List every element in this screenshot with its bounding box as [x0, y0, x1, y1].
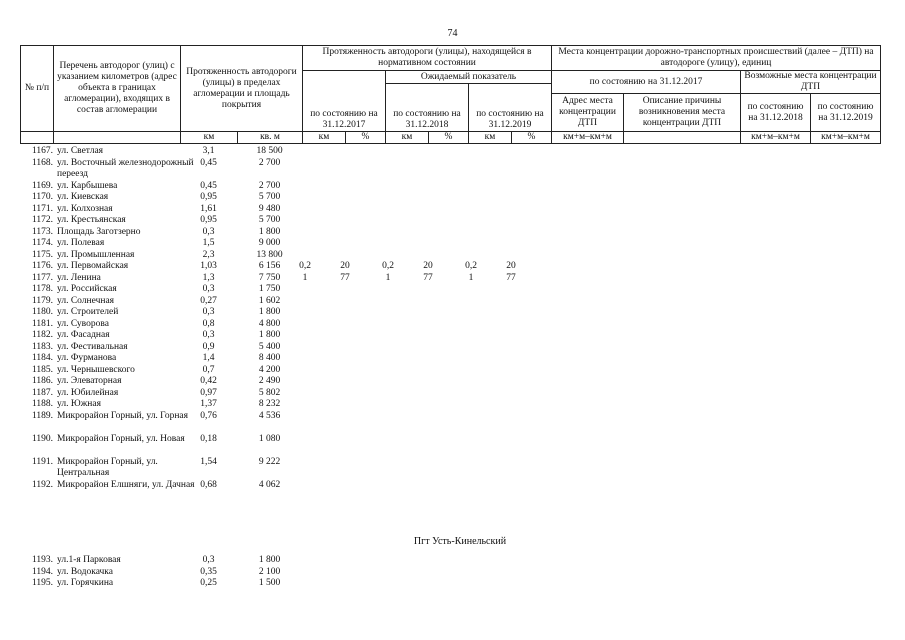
table-row — [20, 365, 880, 377]
road-name: Микрорайон Елшняги, ул. Дачная — [57, 479, 195, 490]
road-length-km: 0,45 — [200, 157, 217, 168]
header-as-of-2018: по состоянию на 31.12.2018 — [386, 84, 469, 132]
road-area-sqm: 8 400 — [258, 353, 281, 363]
road-name: ул. Фурманова — [57, 353, 117, 363]
road-area-sqm: 1 500 — [258, 578, 281, 588]
road-name: ул. Колхозная — [57, 203, 113, 214]
road-area-sqm: 1 602 — [258, 295, 281, 306]
table-row — [20, 457, 880, 480]
row-number: 1187. — [31, 387, 53, 398]
road-area-sqm: 1 800 — [258, 555, 281, 565]
row-number: 1182. — [31, 330, 53, 340]
road-length-km: 0,3 — [202, 555, 215, 565]
road-length-km: 0,3 — [202, 330, 215, 340]
header-as-of-2017: по состоянию на 31.12.2017 — [303, 71, 386, 132]
road-area-sqm: 7 750 — [258, 272, 281, 283]
table-row — [20, 353, 880, 365]
road-name: ул. Российская — [57, 284, 117, 294]
table-row — [20, 342, 880, 354]
road-area-sqm: 5 802 — [258, 387, 281, 398]
road-name: ул. Киевская — [57, 192, 109, 202]
row-number: 1174. — [31, 238, 53, 248]
table-row — [20, 146, 880, 158]
table-row — [20, 238, 880, 250]
row-number: 1184. — [31, 353, 53, 363]
table-row — [20, 480, 880, 503]
table-row — [20, 555, 880, 567]
row-number: 1172. — [31, 215, 53, 225]
table-row — [20, 399, 880, 411]
table-row — [20, 204, 880, 216]
table-row — [20, 388, 880, 400]
road-length-km: 0,42 — [200, 376, 217, 386]
road-area-sqm: 4 800 — [258, 318, 281, 329]
header-dtp-2017: по состоянию на 31.12.2017 — [552, 71, 741, 94]
unit-pct-2017: % — [346, 132, 386, 144]
road-name: ул. Элеваторная — [57, 376, 122, 386]
road-name: ул. Фасадная — [57, 330, 110, 340]
row-number: 1191. — [31, 456, 53, 467]
unit-kmm-address: км+м–км+м — [552, 132, 624, 144]
road-length-km: 2,3 — [202, 249, 215, 260]
normative-value: 77 — [340, 272, 350, 283]
road-name: ул. Промышленная — [57, 249, 135, 260]
unit-empty-1 — [21, 132, 54, 144]
table-row — [20, 181, 880, 193]
table-row — [20, 434, 880, 457]
row-number: 1183. — [31, 341, 53, 352]
table-row — [20, 376, 880, 388]
row-number: 1193. — [31, 555, 53, 565]
normative-value: 20 — [340, 261, 350, 271]
road-length-km: 1,03 — [200, 261, 217, 271]
normative-value: 1 — [385, 272, 391, 283]
row-number: 1176. — [31, 261, 53, 271]
road-length-km: 0,7 — [202, 364, 215, 375]
normative-value: 0,2 — [382, 261, 394, 271]
header-num: № п/п — [21, 46, 54, 132]
row-number: 1181. — [31, 318, 53, 329]
header-normative: Протяженность автодороги (улицы), находящейся в нормативном состоянии — [303, 46, 552, 71]
row-number: 1186. — [31, 376, 53, 386]
header-possible-2019: по состоянию на 31.12.2019 — [811, 94, 881, 132]
road-length-km: 3,1 — [202, 146, 215, 156]
normative-value: 20 — [423, 261, 433, 271]
road-length-km: 1,4 — [202, 353, 215, 363]
table-row — [20, 330, 880, 342]
row-number: 1167. — [31, 146, 53, 156]
normative-value: 77 — [506, 272, 516, 283]
road-length-km: 0,8 — [202, 318, 215, 329]
road-name: ул. Строителей — [57, 307, 119, 317]
normative-value: 0,2 — [299, 261, 311, 271]
road-length-km: 0,9 — [202, 341, 215, 352]
unit-km-2019: км — [469, 132, 512, 144]
header-as-of-2019: по состоянию на 31.12.2019 — [469, 84, 552, 132]
road-length-km: 0,45 — [200, 180, 217, 191]
table-row — [20, 567, 880, 579]
road-length-km: 1,5 — [202, 238, 215, 248]
road-area-sqm: 5 700 — [258, 215, 281, 225]
road-area-sqm: 1 800 — [258, 307, 281, 317]
road-area-sqm: 2 700 — [258, 180, 281, 191]
road-name: ул. Чернышевского — [57, 364, 135, 375]
row-number: 1195. — [31, 578, 53, 588]
road-length-km: 1,37 — [200, 399, 217, 409]
table-body — [20, 146, 880, 503]
section-title: Пгт Усть-Кинельский — [413, 536, 507, 547]
row-number: 1173. — [31, 226, 53, 237]
road-area-sqm: 1 750 — [258, 284, 281, 294]
row-number: 1185. — [31, 364, 53, 375]
road-area-sqm: 6 156 — [258, 261, 281, 271]
unit-kmm-2019: км+м–км+м — [811, 132, 881, 144]
row-number: 1188. — [31, 399, 53, 409]
normative-value: 1 — [302, 272, 308, 283]
table-row — [20, 250, 880, 262]
row-number: 1180. — [31, 307, 53, 317]
road-name: ул. Фестивальная — [57, 341, 128, 352]
unit-pct-2019: % — [512, 132, 552, 144]
row-number: 1177. — [31, 272, 53, 283]
road-length-km: 0,25 — [200, 578, 217, 588]
road-area-sqm: 9 000 — [258, 238, 281, 248]
row-number: 1192. — [31, 479, 53, 490]
road-area-sqm: 1 080 — [258, 433, 281, 444]
road-area-sqm: 5 400 — [258, 341, 281, 352]
road-name: ул.1-я Парковая — [57, 555, 121, 565]
table-row — [20, 227, 880, 239]
road-name: Площадь Заготзерно — [57, 226, 141, 237]
row-number: 1175. — [31, 249, 53, 260]
road-name: ул. Восточный железнодорожный переезд — [57, 157, 194, 179]
road-name: ул. Крестьянская — [57, 215, 126, 225]
header-dtp-address: Адрес места концентрации ДТП — [552, 94, 624, 132]
normative-value: 20 — [506, 261, 516, 271]
row-number: 1189. — [31, 410, 53, 421]
table-row — [20, 296, 880, 308]
road-area-sqm: 9 222 — [258, 456, 281, 467]
table-row — [20, 411, 880, 434]
header-expected: Ожидаемый показатель — [386, 71, 552, 84]
road-area-sqm: 4 536 — [258, 410, 281, 421]
road-area-sqm: 2 700 — [258, 157, 281, 168]
header-possible-dtp: Возможные места концентрации ДТП — [741, 71, 881, 94]
road-name: ул. Водокачка — [57, 566, 113, 577]
road-name: ул. Южная — [57, 399, 101, 409]
road-area-sqm: 1 800 — [258, 226, 281, 237]
road-length-km: 0,3 — [202, 284, 215, 294]
normative-value: 1 — [468, 272, 474, 283]
road-name: ул. Горячкина — [57, 578, 114, 588]
road-length-km: 0,76 — [200, 410, 217, 421]
road-name: ул. Первомайская — [57, 261, 129, 271]
road-name: ул. Суворова — [57, 318, 109, 329]
table-row — [20, 158, 880, 181]
road-name: Микрорайон Горный, ул. Центральная — [57, 456, 158, 478]
road-area-sqm: 4 062 — [258, 479, 281, 490]
unit-empty-3 — [624, 132, 741, 144]
unit-empty-2 — [54, 132, 181, 144]
unit-kmm-2018: км+м–км+м — [741, 132, 811, 144]
road-length-km: 0,3 — [202, 226, 215, 237]
road-length-km: 1,61 — [200, 203, 217, 214]
table-row — [20, 215, 880, 227]
road-length-km: 0,35 — [200, 566, 217, 577]
road-area-sqm: 1 800 — [258, 330, 281, 340]
table-row — [20, 319, 880, 331]
road-area-sqm: 2 490 — [258, 376, 281, 386]
road-name: Микрорайон Горный, ул. Горная — [57, 410, 189, 421]
row-number: 1194. — [31, 566, 53, 577]
road-name: ул. Светлая — [57, 146, 104, 156]
road-area-sqm: 4 200 — [258, 364, 281, 375]
table-header — [20, 45, 881, 144]
row-number: 1170. — [31, 192, 53, 202]
table-body-2 — [20, 555, 880, 590]
road-area-sqm: 2 100 — [258, 566, 281, 577]
row-number: 1190. — [31, 433, 53, 444]
header-dtp-reason: Описание причины возникновения места концентрации ДТП — [624, 94, 741, 132]
unit-sqm: кв. м — [238, 132, 303, 144]
road-length-km: 0,97 — [200, 387, 217, 398]
header-length: Протяженность автодороги (улицы) в пределах агломерации и площадь покрытия — [181, 46, 303, 132]
road-length-km: 0,3 — [202, 307, 215, 317]
row-number: 1178. — [31, 284, 53, 294]
road-length-km: 0,18 — [200, 433, 217, 444]
road-area-sqm: 13 800 — [256, 249, 283, 260]
road-length-km: 0,68 — [200, 479, 217, 490]
road-length-km: 1,3 — [202, 272, 215, 283]
unit-km: км — [181, 132, 238, 144]
page-number: 74 — [447, 28, 458, 39]
normative-value: 0,2 — [465, 261, 477, 271]
row-number: 1168. — [31, 157, 53, 168]
table-row — [20, 284, 880, 296]
road-name: ул. Полевая — [57, 238, 105, 248]
road-name: ул. Карбышева — [57, 180, 118, 191]
table-row — [20, 261, 880, 273]
road-area-sqm: 18 500 — [256, 146, 283, 156]
road-length-km: 0,27 — [200, 295, 217, 306]
table-row — [20, 192, 880, 204]
road-name: Микрорайон Горный, ул. Новая — [57, 433, 185, 444]
road-name: ул. Ленина — [57, 272, 101, 283]
road-length-km: 0,95 — [200, 215, 217, 225]
road-name: ул. Солнечная — [57, 295, 115, 306]
normative-value: 77 — [423, 272, 433, 283]
row-number: 1171. — [31, 203, 53, 214]
row-number: 1169. — [31, 180, 53, 191]
table-row — [20, 578, 880, 590]
unit-pct-2018: % — [429, 132, 469, 144]
road-length-km: 0,95 — [200, 192, 217, 202]
road-area-sqm: 8 232 — [258, 399, 281, 409]
row-number: 1179. — [31, 295, 53, 306]
header-possible-2018: по состоянию на 31.12.2018 — [741, 94, 811, 132]
unit-km-2018: км — [386, 132, 429, 144]
road-area-sqm: 9 480 — [258, 203, 281, 214]
header-roads: Перечень автодорог (улиц) с указанием километров (адрес объекта в границах агломерации), входящих в состав агломерации — [54, 46, 181, 132]
road-length-km: 1,54 — [200, 456, 217, 467]
road-area-sqm: 5 700 — [258, 192, 281, 202]
header-dtp: Места концентрации дорожно-транспортных происшествий (далее – ДТП) на автодороге (улицу), единиц — [552, 46, 881, 71]
unit-km-2017: км — [303, 132, 346, 144]
road-name: ул. Юбилейная — [57, 387, 119, 398]
table-row — [20, 273, 880, 285]
table-row — [20, 307, 880, 319]
